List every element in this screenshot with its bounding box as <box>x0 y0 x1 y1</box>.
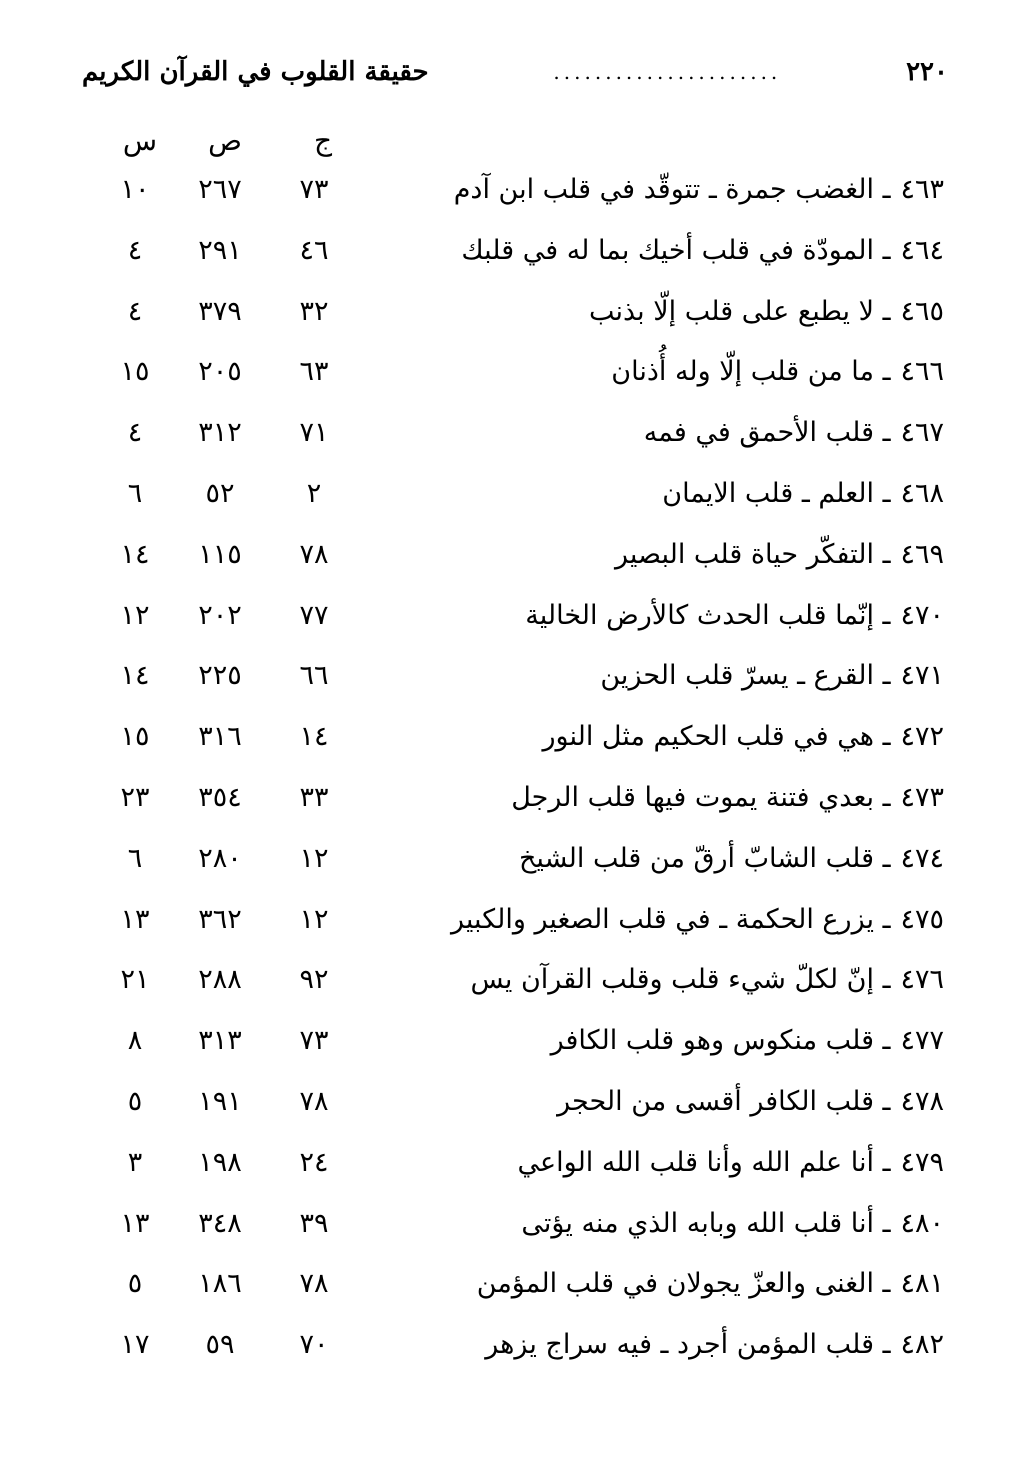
entry-text: ـ التفكّر حياة قلب البصير <box>615 538 891 570</box>
line-value: ٤ <box>127 234 143 266</box>
index-row <box>0 1141 1034 1202</box>
index-row <box>0 715 1034 776</box>
entry-number: ٤٦٨ <box>900 477 944 509</box>
entry-number: ٤٧٩ <box>900 1146 944 1178</box>
entry-text: ـ قلب الكافر أقسى من الحجر <box>557 1085 891 1117</box>
entry-number: ٤٧٥ <box>900 903 944 935</box>
page-value: ٣٦٢ <box>198 903 242 935</box>
line-value: ١٤ <box>120 538 150 570</box>
page-value: ٢٠٢ <box>198 599 242 631</box>
juz-value: ٧١ <box>299 417 329 449</box>
page-header <box>82 52 948 92</box>
juz-value: ٧٠ <box>299 1329 329 1361</box>
line-value: ٦ <box>127 477 143 509</box>
index-entry <box>424 1086 944 1117</box>
index-row <box>0 654 1034 715</box>
entry-text: ـ القرع ـ يسرّ قلب الحزين <box>600 660 891 692</box>
entry-number: ٤٧٣ <box>900 781 944 813</box>
entry-text: ـ إنّ لكلّ شيء قلب وقلب القرآن يس <box>470 964 891 996</box>
index-row <box>0 776 1034 837</box>
entry-text: ـ بعدي فتنة يموت فيها قلب الرجل <box>511 781 891 813</box>
index-entry <box>424 356 944 387</box>
index-row <box>0 898 1034 959</box>
line-value: ٥ <box>127 1268 143 1300</box>
index-row <box>0 229 1034 290</box>
column-header-page: ص <box>208 124 242 157</box>
juz-value: ٧٨ <box>299 1085 329 1117</box>
juz-value: ٣٢ <box>299 295 329 327</box>
index-entry <box>424 721 944 752</box>
juz-value: ٦٣ <box>299 356 329 388</box>
index-entry <box>424 296 944 327</box>
page-value: ٢٠٥ <box>198 356 242 388</box>
line-value: ١٥ <box>120 721 150 753</box>
index-row <box>0 958 1034 1019</box>
entry-text: ـ لا يطبع على قلب إلّا بذنب <box>588 295 891 327</box>
index-entry <box>424 964 944 995</box>
page-value: ٢٢٥ <box>198 660 242 692</box>
entry-text: ـ العلم ـ قلب الايمان <box>662 477 891 509</box>
entry-number: ٤٦٥ <box>900 295 944 327</box>
line-value: ٥ <box>127 1085 143 1117</box>
index-row <box>0 1080 1034 1141</box>
juz-value: ٧٣ <box>299 1025 329 1057</box>
juz-value: ٧٨ <box>299 1268 329 1300</box>
entry-text: ـ قلب الأحمق في فمه <box>643 417 891 449</box>
line-value: ٣ <box>127 1146 143 1178</box>
header-leader-dots: ...................... <box>553 60 782 84</box>
index-row <box>0 594 1034 655</box>
juz-value: ٢٤ <box>299 1146 329 1178</box>
juz-value: ٩٢ <box>299 964 329 996</box>
index-entry <box>424 1208 944 1239</box>
line-value: ١٠ <box>120 174 150 205</box>
page-value: ٥٩ <box>205 1329 235 1361</box>
entry-number: ٤٧٦ <box>900 964 944 996</box>
index-entry <box>424 782 944 813</box>
page-value: ١١٥ <box>198 538 242 570</box>
entry-number: ٤٧٧ <box>900 1025 944 1057</box>
page-value: ٢٦٧ <box>198 174 242 205</box>
line-value: ٤ <box>127 417 143 449</box>
page-value: ٣٤٨ <box>198 1207 242 1239</box>
page-value: ١٩٨ <box>198 1146 242 1178</box>
column-header-juz: ج <box>313 124 333 157</box>
index-entry <box>424 904 944 935</box>
index-row <box>0 168 1034 229</box>
page-value: ٢٨٨ <box>198 964 242 996</box>
book-title: حقيقة القلوب في القرآن الكريم <box>82 57 429 87</box>
column-headers <box>0 124 1034 164</box>
index-entry <box>424 539 944 570</box>
page-value: ١٨٦ <box>198 1268 242 1300</box>
juz-value: ٣٩ <box>299 1207 329 1239</box>
entry-number: ٤٨٢ <box>900 1329 944 1361</box>
line-value: ٢١ <box>120 964 150 996</box>
juz-value: ١٢ <box>299 842 329 874</box>
index-entry <box>424 660 944 691</box>
index-row <box>0 1323 1034 1384</box>
entry-text: ـ قلب المؤمن أجرد ـ فيه سراج يزهر <box>485 1329 891 1361</box>
entry-text: ـ الغنى والعزّ يجولان في قلب المؤمن <box>476 1268 891 1300</box>
entry-number: ٤٧٨ <box>900 1085 944 1117</box>
line-value: ٢٣ <box>120 781 150 813</box>
page-value: ٣١٢ <box>198 417 242 449</box>
entry-text: ـ قلب الشابّ أرقّ من قلب الشيخ <box>519 842 891 874</box>
entry-text: ـ يزرع الحكمة ـ في قلب الصغير والكبير <box>451 903 891 935</box>
index-entry <box>424 1147 944 1178</box>
page-number: ٢٢٠ <box>906 57 948 87</box>
index-row <box>0 1019 1034 1080</box>
entry-text: ـ أنا علم الله وأنا قلب الله الواعي <box>517 1146 891 1178</box>
line-value: ١٧ <box>120 1329 150 1361</box>
page-value: ٣٥٤ <box>198 781 242 813</box>
entry-number: ٤٨١ <box>900 1268 944 1300</box>
index-list <box>0 168 1034 1384</box>
entry-number: ٤٦٣ <box>900 174 944 205</box>
entry-number: ٤٦٩ <box>900 538 944 570</box>
page-value: ٣١٦ <box>198 721 242 753</box>
index-entry <box>424 235 944 266</box>
index-row <box>0 411 1034 472</box>
entry-number: ٤٧٢ <box>900 721 944 753</box>
juz-value: ٧٣ <box>299 174 329 205</box>
entry-text: ـ أنا قلب الله وبابه الذي منه يؤتى <box>521 1207 891 1239</box>
index-row <box>0 290 1034 351</box>
entry-text: ـ ما من قلب إلّا وله أُذنان <box>611 356 891 388</box>
line-value: ١٣ <box>120 1207 150 1239</box>
index-row <box>0 837 1034 898</box>
index-row <box>0 1202 1034 1263</box>
line-value: ١٤ <box>120 660 150 692</box>
entry-text: ـ قلب منكوس وهو قلب الكافر <box>550 1025 891 1057</box>
line-value: ١٥ <box>120 356 150 388</box>
page-value: ٢٨٠ <box>198 842 242 874</box>
juz-value: ٦٦ <box>299 660 329 692</box>
index-entry <box>424 843 944 874</box>
entry-number: ٤٧٤ <box>900 842 944 874</box>
entry-number: ٤٦٧ <box>900 417 944 449</box>
entry-text: ـ المودّة في قلب أخيك بما له في قلبك <box>461 234 891 266</box>
index-entry <box>424 1025 944 1056</box>
entry-text: ـ إنّما قلب الحدث كالأرض الخالية <box>525 599 891 631</box>
page-value: ٣٧٩ <box>198 295 242 327</box>
index-row <box>0 1262 1034 1323</box>
index-entry <box>424 1329 944 1360</box>
entry-number: ٤٧٠ <box>900 599 944 631</box>
line-value: ٨ <box>127 1025 143 1057</box>
index-entry <box>424 600 944 631</box>
index-row <box>0 533 1034 594</box>
page-value: ١٩١ <box>198 1085 242 1117</box>
entry-number: ٤٦٦ <box>900 356 944 388</box>
page-value: ٢٩١ <box>198 234 242 266</box>
page-value: ٥٢ <box>205 477 235 509</box>
index-entry <box>424 417 944 448</box>
line-value: ٦ <box>127 842 143 874</box>
juz-value: ٧٨ <box>299 538 329 570</box>
entry-number: ٤٨٠ <box>900 1207 944 1239</box>
index-entry <box>424 1268 944 1299</box>
line-value: ٤ <box>127 295 143 327</box>
index-row <box>0 350 1034 411</box>
entry-text: ـ هي في قلب الحكيم مثل النور <box>542 721 891 753</box>
entry-number: ٤٧١ <box>900 660 944 692</box>
page-value: ٣١٣ <box>198 1025 242 1057</box>
juz-value: ١٤ <box>299 721 329 753</box>
entry-number: ٤٦٤ <box>900 234 944 266</box>
juz-value: ٤٦ <box>299 234 329 266</box>
index-row <box>0 472 1034 533</box>
juz-value: ١٢ <box>299 903 329 935</box>
column-header-line: س <box>122 124 158 157</box>
line-value: ١٣ <box>120 903 150 935</box>
index-entry <box>424 478 944 509</box>
juz-value: ٢ <box>306 477 322 509</box>
index-entry <box>424 174 944 205</box>
entry-text: ـ الغضب جمرة ـ تتوقّد في قلب ابن آدم <box>453 174 891 205</box>
juz-value: ٣٣ <box>299 781 329 813</box>
line-value: ١٢ <box>120 599 150 631</box>
juz-value: ٧٧ <box>299 599 329 631</box>
